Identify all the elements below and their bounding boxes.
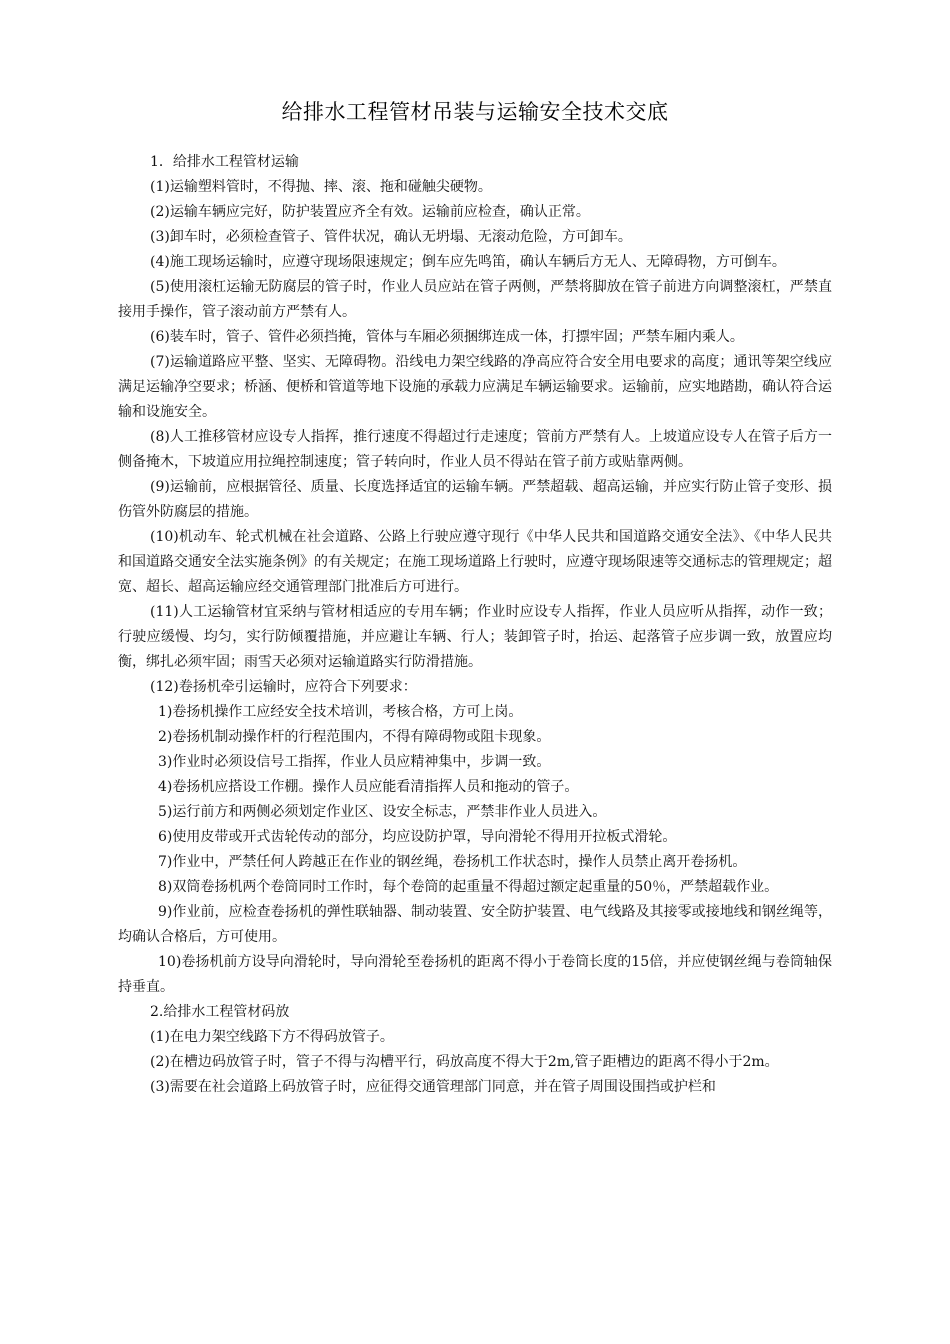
paragraph: (1)运输塑料管时，不得抛、摔、滚、拖和碰触尖硬物。	[150, 179, 492, 195]
sub-item: 8)双筒卷扬机两个卷筒同时工作时，每个卷筒的起重量不得超过额定起重量的50％，严禁超载作业。	[158, 879, 779, 895]
sub-item: 6)使用皮带或开式齿轮传动的部分，均应设防护罩，导向滑轮不得用开拉板式滑轮。	[158, 829, 677, 845]
section-heading: 1．给排水工程管材运输	[150, 154, 299, 170]
paragraph: (2)运输车辆应完好，防护装置应齐全有效。运输前应检查，确认正常。	[150, 204, 590, 220]
sub-item: 3)作业时必须设信号工指挥，作业人员应精神集中，步调一致。	[158, 754, 551, 770]
paragraph: (3)需要在社会道路上码放管子时，应征得交通管理部门同意，并在管子周围设围挡或护栏和	[150, 1079, 716, 1095]
sub-item: 7)作业中，严禁任何人跨越正在作业的钢丝绳，卷扬机工作状态时，操作人员禁止离开卷扬机。	[158, 854, 747, 870]
sub-item: 5)运行前方和两侧必须划定作业区、设安全标志，严禁非作业人员进入。	[158, 804, 607, 820]
sub-item: 2)卷扬机制动操作杆的行程范围内，不得有障碍物或阻卡现象。	[158, 729, 551, 745]
document-body	[118, 150, 832, 1100]
paragraph: (2)在槽边码放管子时，管子不得与沟槽平行，码放高度不得大于2m,管子距槽边的距离不得小于2m。	[150, 1054, 779, 1070]
section-heading: 2.给排水工程管材码放	[150, 1004, 290, 1020]
paragraph: (6)装车时，管子、管件必须挡掩，管体与车厢必须捆绑连成一体，打摽牢固；严禁车厢内乘人。	[150, 329, 744, 345]
sub-item: 9)作业前，应检查卷扬机的弹性联轴器、制动装置、安全防护装置、电气线路及其接零或接地线和钢丝绳等，均确认合格后，方可使用。	[118, 904, 832, 945]
paragraph: (3)卸车时，必须检查管子、管件状况，确认无坍塌、无滚动危险，方可卸车。	[150, 229, 632, 245]
paragraph: (9)运输前，应根据管径、质量、长度选择适宜的运输车辆。严禁超载、超高运输，并应实行防止管子变形、损伤管外防腐层的措施。	[118, 479, 832, 520]
paragraph: (11)人工运输管材宜采纳与管材相适应的专用车辆；作业时应设专人指挥，作业人员应听从指挥，动作一致；行驶应缓慢、均匀，实行防倾覆措施，并应避让车辆、行人；装卸管子时，抬运、起落管子应步调一致，放置应均衡，绑扎必须牢固；雨雪天必须对运输道路实行防滑措施。	[118, 604, 832, 670]
paragraph: (8)人工推移管材应设专人指挥，推行速度不得超过行走速度；管前方严禁有人。上坡道应设专人在管子后方一侧备掩木，下坡道应用拉绳控制速度；管子转向时，作业人员不得站在管子前方或贴靠两侧。	[118, 429, 832, 470]
document-title: 给排水工程管材吊装与运输安全技术交底	[281, 100, 669, 124]
paragraph: (7)运输道路应平整、坚实、无障碍物。沿线电力架空线路的净高应符合安全用电要求的高度；通讯等架空线应满足运输净空要求；桥涵、便桥和管道等地下设施的承载力应满足车辆运输要求。运输前，应实地踏勘，确认符合运输和设施安全。	[118, 354, 832, 420]
sub-item: 10)卷扬机前方设导向滑轮时，导向滑轮至卷扬机的距离不得小于卷筒长度的15倍，并应使钢丝绳与卷筒轴保持垂直。	[118, 954, 832, 995]
paragraph: (4)施工现场运输时，应遵守现场限速规定；倒车应先鸣笛，确认车辆后方无人、无障碍物，方可倒车。	[150, 254, 786, 270]
sub-item: 4)卷扬机应搭设工作棚。操作人员应能看清指挥人员和拖动的管子。	[158, 779, 579, 795]
sub-item: 1)卷扬机操作工应经安全技术培训，考核合格，方可上岗。	[158, 704, 523, 720]
paragraph: (1)在电力架空线路下方不得码放管子。	[150, 1029, 394, 1045]
paragraph: (5)使用滚杠运输无防腐层的管子时，作业人员应站在管子两侧，严禁将脚放在管子前进方向调整滚杠，严禁直接用手操作，管子滚动前方严禁有人。	[118, 279, 832, 320]
paragraph: (12)卷扬机牵引运输时，应符合下列要求：	[150, 679, 417, 695]
paragraph: (10)机动车、轮式机械在社会道路、公路上行驶应遵守现行《中华人民共和国道路交通安全法》、《中华人民共和国道路交通安全法实施条例》的有关规定；在施工现场道路上行驶时，应遵守现场限速等交通标志的管理规定；超宽、超长、超高运输应经交通管理部门批准后方可进行。	[118, 529, 832, 595]
